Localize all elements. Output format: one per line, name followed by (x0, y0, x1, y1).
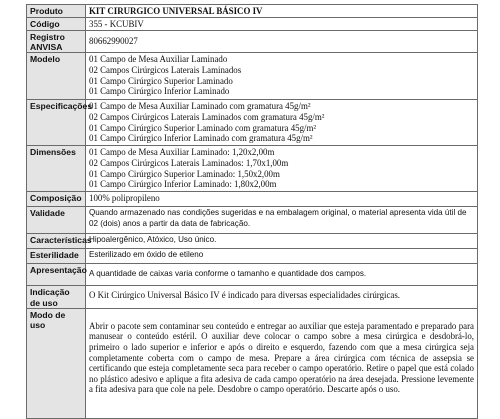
row-composicao (27, 192, 478, 207)
presentation-value (86, 264, 478, 286)
label-validade: Validade (27, 207, 86, 234)
row-esterilidade (27, 249, 478, 264)
validity-value (86, 207, 478, 234)
label-apresentacao: Apresentação (27, 264, 86, 286)
dimensions-list (86, 146, 478, 192)
label-esterilidade: Esterilidade (27, 249, 86, 264)
model-list (86, 53, 478, 100)
specification-line: 01 Campo Cirúrgico Inferior Laminado com gramatura 45g/m² (89, 133, 313, 144)
label-codigo: Código (27, 18, 86, 31)
row-dimensoes (27, 146, 478, 192)
row-caracteristicas (27, 234, 478, 249)
model-line: 01 Campo Cirúrgico Superior Laminado (89, 75, 233, 86)
product-code: 355 - KCUBIV (86, 18, 478, 31)
specification-line: 01 Campo de Mesa Auxiliar Laminado com gramatura 45g/m² (89, 101, 311, 112)
dimension-line: 01 Campo Cirúrgico Inferior Laminado: 1,80x2,00m (89, 179, 277, 190)
row-registro-anvisa (27, 31, 478, 53)
row-validade (27, 207, 478, 234)
anvisa-number: 80662990027 (89, 36, 138, 46)
dimension-line: 01 Campo de Mesa Auxiliar Laminado: 1,20x2,00m (89, 147, 275, 158)
row-modo-de-uso (27, 308, 478, 418)
anvisa-registration (86, 31, 478, 53)
row-especificacoes (27, 100, 478, 146)
validity-text: Quando armazenado nas condições sugeridas e na embalagem original, o material apresenta vida útil de 02 (dois) anos a partir da data de fabricação. (89, 208, 467, 228)
composition-value: 100% polipropileno (86, 192, 478, 207)
usage-instructions (86, 308, 478, 418)
product-name: KIT CIRURGICO UNIVERSAL BÁSICO IV (86, 5, 478, 18)
label-composicao: Composição (27, 192, 86, 207)
label-dimensoes: Dimensões (27, 146, 86, 192)
label-indicacao-de-uso: Indicação de uso (27, 286, 86, 308)
model-line: 01 Campo de Mesa Auxiliar Laminado (89, 54, 228, 65)
dimension-line: 01 Campo Cirúrgico Superior Laminado: 1,50x2,00m (89, 168, 280, 179)
usage-text: Abrir o pacote sem contaminar seu conteúdo e entregar ao auxiliar que esteja paramentado e preparado para manusear o conteúdo estéril. O auxiliar deve colocar o campo sobre a mesa cirúrgica e desdobrá-lo, primeiro o lado superior e inferior e após o direito e esquerdo, fazendo com que a mesa cirúrgica seja completamente coberta com o campo de mesa. Prepare a área cirúrgica com técnica de assepsia se certificando que esteja completamente seca para receber o campo operatório. Retire o papel que está colado no plástico adesivo e aplique a fita adesiva de cada campo operatório na área desejada. Pressione levemente a fita adesiva para que cole na pele. Desdobre o campo operatório. Descarte após o uso. (89, 320, 474, 395)
characteristics-value: Hipoalergênico, Atóxico, Uso único. (86, 234, 478, 249)
row-indicacao-de-uso (27, 286, 478, 308)
row-produto (27, 5, 478, 18)
label-registro-anvisa: Registro ANVISA (27, 31, 86, 53)
label-modelo: Modelo (27, 53, 86, 100)
row-apresentacao (27, 264, 478, 286)
specification-line: 02 Campos Cirúrgicos Laterais Laminados com gramatura 45g/m² (89, 112, 325, 122)
dimension-line: 02 Campos Cirúrgicos Laterais Laminados: 1,70x1,00m (89, 158, 289, 168)
label-modo-de-uso: Modo de uso (27, 308, 86, 418)
indication-value (86, 286, 478, 308)
specification-line: 01 Campo Cirúrgico Superior Laminado com gramatura 45g/m² (89, 122, 317, 133)
specifications-list (86, 100, 478, 146)
product-spec-table (26, 4, 478, 419)
model-line: 02 Campos Cirúrgicos Laterais Laminados (89, 65, 242, 75)
label-especificacoes: Especificações (27, 100, 86, 146)
row-codigo (27, 18, 478, 31)
presentation-text: A quantidade de caixas varia conforme o tamanho e quantidade dos campos. (89, 269, 367, 279)
row-modelo (27, 53, 478, 100)
model-line: 01 Campo Cirúrgico Inferior Laminado (89, 86, 230, 97)
indication-text: O Kit Cirúrgico Universal Básico IV é indicado para diversas especialidades cirúrgicas. (89, 290, 401, 301)
label-produto: Produto (27, 5, 86, 18)
label-caracteristicas: Características (27, 234, 86, 249)
sterility-value: Esterilizado em óxido de etileno (86, 249, 478, 264)
